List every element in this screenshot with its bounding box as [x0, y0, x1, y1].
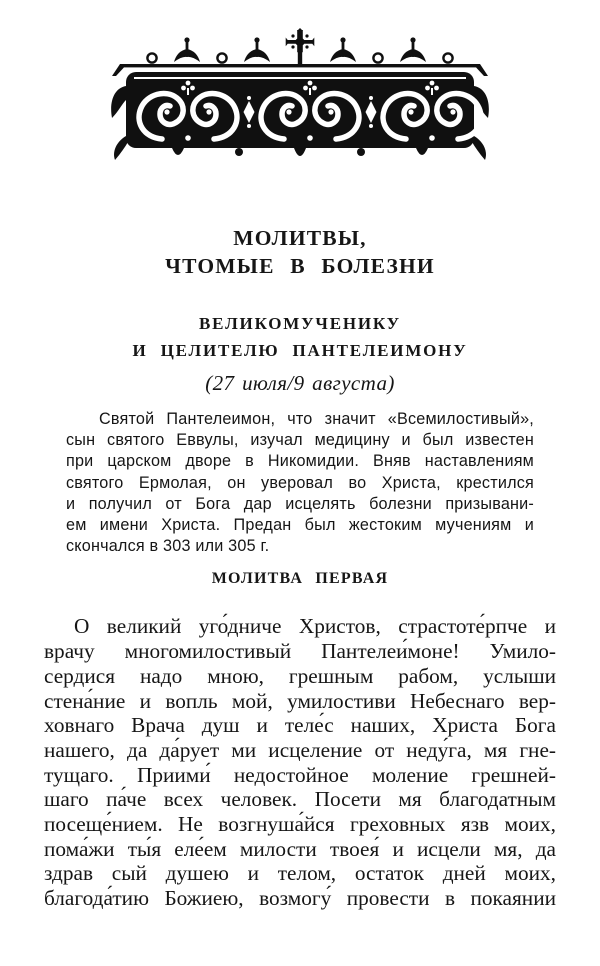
prayer-text-line: шаго па́че всех человек. Посети мя благодатным [44, 787, 556, 812]
prayer-text-line: нашего, да да́рует ми исцеление от неду́га, мя гне- [44, 737, 556, 762]
page-title-line1: МОЛИТВЫ, [233, 226, 367, 250]
prayer-text-line: сердися надо мною, грешным рабом, услыши [44, 663, 556, 688]
prayer-text-line: посеще́нием. Не возгнуша́йся греховных язв моих, [44, 812, 556, 837]
biography-text-line: сын святого Еввулы, изучал медицину и был известен [66, 431, 534, 450]
prayer-text-line: пома́жи ты́я еле́ем милости твоея́ и исцели мя, да [44, 836, 556, 861]
prayer-text [44, 614, 556, 910]
woodcut-floral-band-with-cross-icon [110, 28, 490, 166]
biography-text-line: Святой Пантелеимон, что значит «Всемилостивый», [99, 410, 534, 428]
prayer-heading: МОЛИТВА ПЕРВАЯ [211, 570, 389, 588]
section-subtitle-line1: ВЕЛИКОМУЧЕНИКУ [199, 314, 401, 333]
prayer-text-line: ховнаго Врача душ и теле́с наших, Христа Бога [44, 713, 556, 738]
biography-text-line: при царском дворе в Никомидии. Вняв наставлениям [66, 452, 534, 471]
biography-text-line: ем имени Христа. Предан был жестоким мучениям и [66, 516, 534, 535]
section-subtitle [0, 310, 600, 364]
page-title [0, 224, 600, 280]
book-page [0, 28, 600, 966]
biography-text-line: и получил от Бога дар исцелять болезни призывани- [66, 494, 534, 513]
biography-text-line: святого Ермолая, он уверовал во Христа, крестился [66, 473, 534, 492]
ornament-band [111, 72, 489, 160]
saint-biography-paragraph [66, 409, 534, 557]
header-ornament [110, 28, 490, 166]
prayer-text-line: здрав сый душею и телом, остаток дней моих, [44, 861, 556, 886]
prayer-text-line: тущаго. Приими́ недостойное моление грешней- [44, 762, 556, 787]
prayer-text-line: стена́ние и вопль мой, умилостиви Небеснаго вер- [44, 688, 556, 713]
cross-icon [286, 28, 315, 64]
biography-text-line: скончался в 303 или 305 г. [66, 537, 270, 556]
prayer-text-line: врачу многомилостивый Пантелеи́моне! Умило- [44, 639, 556, 664]
prayer-text-line: О великий уго́дниче Христов, страстоте́рпче и [74, 614, 556, 639]
page-title-line2: ЧТОМЫЕ В БОЛЕЗНИ [165, 254, 435, 278]
section-subtitle-line2: И ЦЕЛИТЕЛЮ ПАНТЕЛЕИМОНУ [132, 341, 468, 360]
feast-date: (27 июля/9 августа) [205, 371, 395, 395]
prayer-text-line: благода́тию Божиею, возмогу́ провести в покаянии [44, 886, 556, 911]
